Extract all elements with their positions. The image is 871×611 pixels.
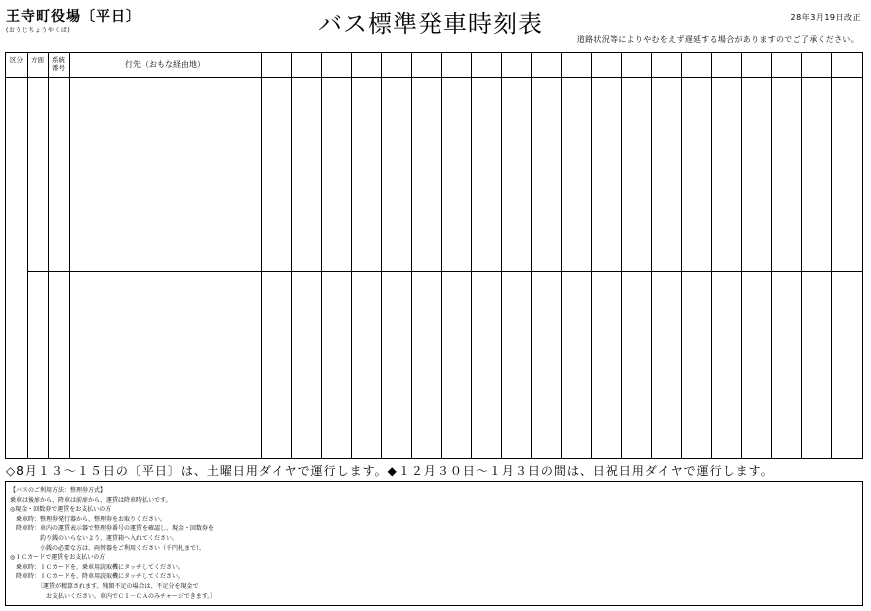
column-divider: [681, 53, 682, 458]
hour-header: [261, 53, 291, 77]
hour-header: [621, 53, 651, 77]
hour-header: [531, 53, 561, 77]
hour-header: [381, 53, 411, 77]
column-divider: [261, 53, 262, 458]
hour-header: [291, 53, 321, 77]
column-divider: [48, 53, 49, 458]
usage-note-line: 釣り銭のいらないよう、運賃箱へ入れてください。: [10, 535, 179, 542]
column-divider: [411, 53, 412, 458]
column-divider: [501, 53, 502, 458]
column-divider: [351, 53, 352, 458]
usage-note-line: 〔運賃が精算されます。残額不足の場合は、不足分を現金で: [10, 583, 199, 590]
hour-header: [471, 53, 501, 77]
column-divider: [741, 53, 742, 458]
hour-header: [651, 53, 681, 77]
office-name: 王寺町役場〔平日〕: [6, 9, 141, 25]
hour-header: [501, 53, 531, 77]
delay-notice: 道路状況等によりやむをえず遅延する場合がありますのでご了承ください。: [576, 35, 859, 44]
column-divider: [69, 53, 70, 458]
usage-note-line: 乗車時：整理券発行器から、整理券をお取りください。: [10, 515, 167, 523]
column-divider: [801, 53, 802, 458]
schedule-note: ◇8月１３～１５日の〔平日〕は、土曜日用ダイヤで運行します。◆１２月３０日～１月３日の間は、日祝日用ダイヤで運行します。: [6, 464, 774, 478]
hour-header: [771, 53, 801, 77]
head-destination: 行先（おもな経由地）: [125, 60, 205, 69]
hour-header: [681, 53, 711, 77]
usage-note-line: ◎ＩＣカードで運賃をお支払いの方: [10, 554, 106, 562]
usage-note-line: 降車時：ＩＣカードを、降車用読取機にタッチしてください。: [10, 573, 185, 581]
hour-header: [741, 53, 771, 77]
hour-header: [831, 53, 861, 77]
usage-note-line: 小銭の必要な方は、両替器をご利用ください（千円札まで）。: [10, 544, 206, 552]
column-divider: [291, 53, 292, 458]
hour-header: [441, 53, 471, 77]
column-divider: [471, 53, 472, 458]
usage-note-line: ◎現金・回数券で運賃をお支払いの方: [10, 506, 112, 514]
column-divider: [651, 53, 652, 458]
column-divider: [561, 53, 562, 458]
hour-header: [411, 53, 441, 77]
usage-note-line: 乗車は後扉から、降車は前扉から、運賃は降車時払いです。: [10, 496, 172, 504]
head-houmen: 方面: [31, 56, 44, 64]
timetable-title: バス標準発車時刻表: [318, 10, 543, 38]
column-divider: [711, 53, 712, 458]
head-keitou: 系統番号: [52, 56, 65, 72]
usage-note-line: 乗車時：ＩＣカードを、乗車用読取機にタッチしてください。: [10, 563, 185, 571]
usage-note-line: お支払いください。車内でＣＩ－ＣＡのみチャージできます。〕: [10, 592, 217, 600]
hour-header: [591, 53, 621, 77]
revision-date: 28年3月19日改正: [790, 13, 861, 22]
usage-note-line: 【バスのご利用方法：整理券方式】: [10, 487, 107, 494]
hour-header: [561, 53, 591, 77]
column-divider: [591, 53, 592, 458]
header-divider: [6, 77, 862, 78]
column-divider: [771, 53, 772, 458]
column-divider: [621, 53, 622, 458]
column-divider: [441, 53, 442, 458]
column-divider: [381, 53, 382, 458]
hour-header: [321, 53, 351, 77]
hour-header: [351, 53, 381, 77]
column-divider: [321, 53, 322, 458]
column-divider: [531, 53, 532, 458]
timetable-grid: [5, 52, 863, 459]
head-kubun: 区分: [10, 56, 23, 64]
column-divider: [831, 53, 832, 458]
usage-notes: [5, 481, 863, 606]
usage-note-line: 降車時：車内の運賃表示器で整理券番号の運賃を確認し、現金・回数券を: [10, 525, 215, 533]
route-divider: [27, 271, 862, 272]
column-divider: [27, 53, 28, 458]
hour-header: [711, 53, 741, 77]
office-reading: (おうじちょうやくば): [6, 27, 71, 34]
hour-header: [801, 53, 831, 77]
